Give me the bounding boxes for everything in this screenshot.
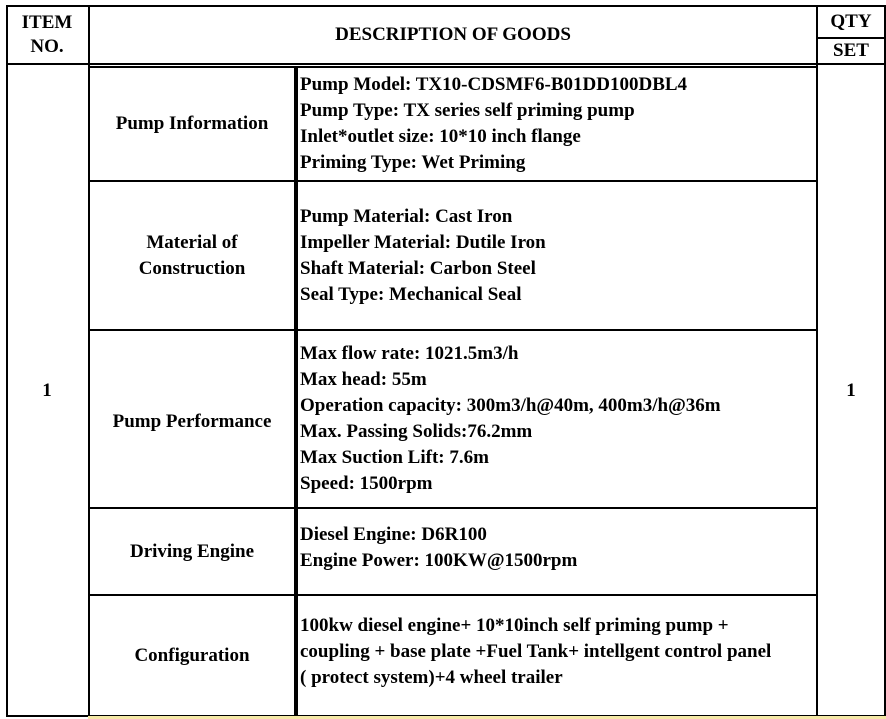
header-description-label: DESCRIPTION OF GOODS — [335, 24, 571, 45]
header-qty-label: QTY — [830, 11, 872, 32]
header-item-label: ITEM — [21, 12, 73, 33]
item-number — [6, 378, 88, 404]
section-label-line: Driving Engine — [129, 540, 255, 562]
header-set-label: SET — [833, 40, 869, 61]
detail-line: Max. Passing Solids:76.2mm — [300, 421, 533, 442]
detail-line: Max head: 55m — [300, 369, 427, 390]
detail-line: Shaft Material: Carbon Steel — [300, 257, 536, 279]
detail-line: ( protect system)+4 wheel trailer — [300, 667, 563, 688]
item-number-value: 1 — [42, 380, 52, 401]
detail-line: Seal Type: Mechanical Seal — [300, 283, 522, 305]
detail-line: coupling + base plate +Fuel Tank+ intellgent control panel — [300, 641, 772, 662]
section-label-driving-engine — [90, 509, 294, 594]
section-label-material-of-construction — [90, 182, 294, 329]
header-qty — [818, 7, 884, 37]
detail-line: Max flow rate: 1021.5m3/h — [300, 343, 519, 364]
section-label-line: Configuration — [134, 644, 250, 666]
section-label-line: Material of — [146, 231, 238, 253]
section-details-pump-information — [300, 68, 814, 180]
section-details-driving-engine — [300, 509, 814, 587]
header-description — [90, 7, 816, 63]
section-label-pump-information — [90, 68, 294, 180]
detail-line: Impeller Material: Dutile Iron — [300, 231, 546, 253]
section-details-material-of-construction — [300, 182, 814, 329]
header-bottom-border — [6, 63, 886, 65]
table-right-border — [884, 5, 886, 716]
detail-line: Max Suction Lift: 7.6m — [300, 447, 489, 468]
section-label-line: Pump Performance — [112, 410, 272, 432]
detail-line: Diesel Engine: D6R100 — [300, 524, 487, 545]
detail-line: 100kw diesel engine+ 10*10inch self priming pump + — [300, 615, 729, 636]
section-label-configuration — [90, 596, 294, 715]
detail-line: Engine Power: 100KW@1500rpm — [300, 550, 578, 571]
section-label-pump-performance — [90, 331, 294, 507]
detail-line: Operation capacity: 300m3/h@40m, 400m3/h@36m — [300, 395, 721, 416]
detail-line: Pump Type: TX series self priming pump — [300, 100, 635, 121]
section-details-configuration — [300, 596, 814, 708]
section-label-line: Pump Information — [115, 113, 269, 134]
table-left-border — [6, 5, 8, 716]
detail-line: Pump Model: TX10-CDSMF6-B01DD100DBL4 — [300, 74, 688, 95]
qty-value — [818, 378, 884, 404]
header-item-no — [6, 7, 88, 63]
section-label-line: Construction — [138, 257, 246, 279]
detail-line: Pump Material: Cast Iron — [300, 205, 513, 227]
header-no-label: NO. — [30, 36, 64, 57]
section-details-pump-performance — [300, 331, 814, 507]
header-set — [818, 39, 884, 63]
qty-column-separator — [816, 5, 818, 716]
detail-line: Speed: 1500rpm — [300, 473, 433, 494]
label-column-separator-inner — [296, 66, 298, 716]
detail-line: Priming Type: Wet Priming — [300, 152, 526, 173]
qty-value-text: 1 — [846, 380, 856, 401]
detail-line: Inlet*outlet size: 10*10 inch flange — [300, 126, 581, 147]
